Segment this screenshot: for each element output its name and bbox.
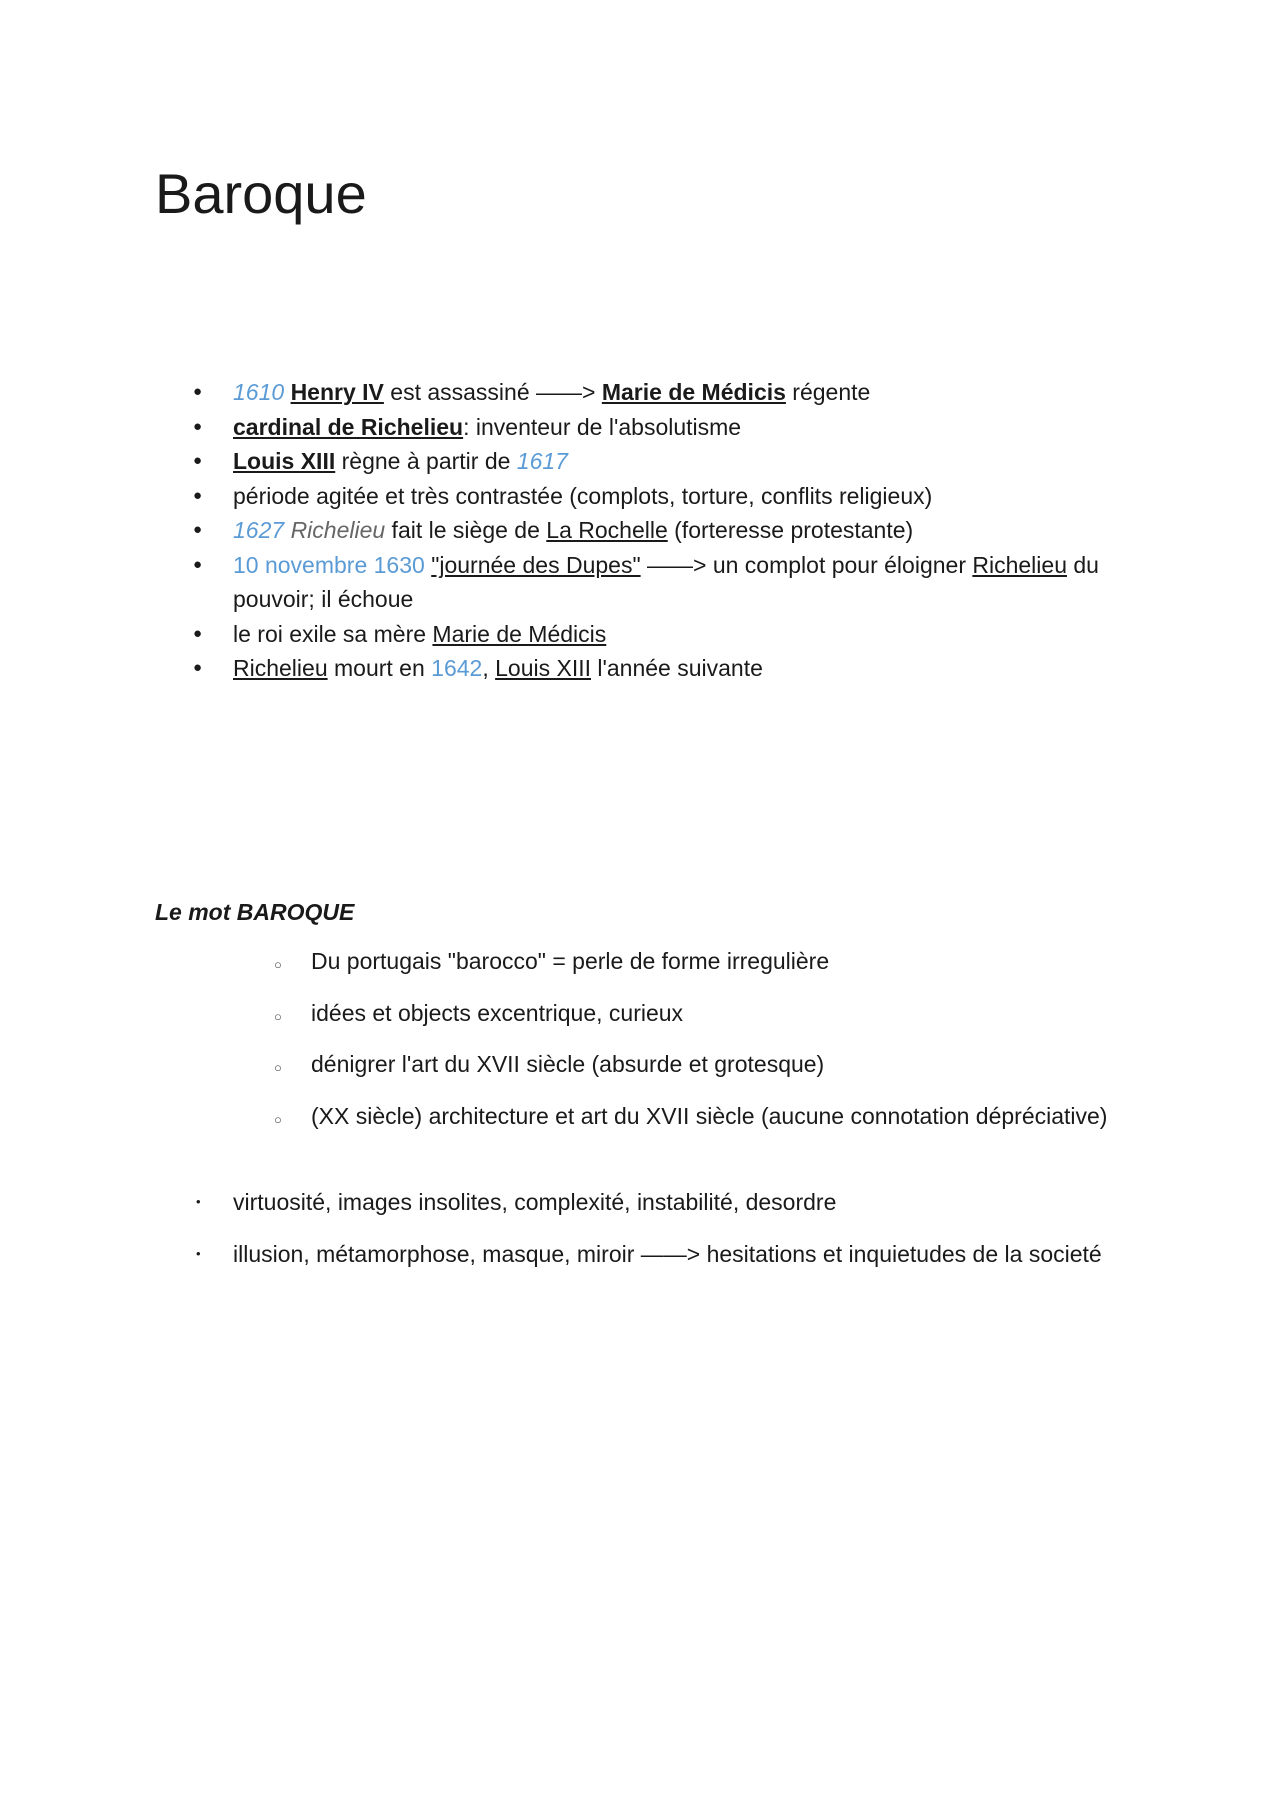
list-item: ● Louis XIII règne à partir de 1617 bbox=[0, 444, 1180, 479]
list-item: ● le roi exile sa mère Marie de Médicis bbox=[0, 617, 1180, 652]
features-list bbox=[0, 1185, 1180, 1288]
bullet-icon: ● bbox=[193, 555, 203, 573]
list-item: ● Richelieu mourt en 1642, Louis XIII l'année suivante bbox=[0, 651, 1180, 686]
bullet-icon: ● bbox=[193, 486, 203, 504]
list-item: ○ idées et objects excentrique, curieux bbox=[0, 996, 1180, 1031]
list-item: • virtuosité, images insolites, complexité, instabilité, desordre bbox=[0, 1185, 1180, 1220]
circle-bullet-icon: ○ bbox=[274, 957, 282, 972]
list-item: • illusion, métamorphose, masque, miroir ——> hesitations et inquietudes de la societé bbox=[0, 1237, 1180, 1272]
list-item: ● 1610 Henry IV est assassiné ——> Marie de Médicis régente bbox=[0, 375, 1180, 410]
list-item: ○ Du portugais "barocco" = perle de forme irregulière bbox=[0, 944, 1180, 979]
bullet-icon: ● bbox=[193, 452, 203, 469]
list-item: ● 10 novembre 1630 "journée des Dupes" ——> un complot pour éloigner Richelieu du pouvoir; il échoue bbox=[0, 548, 1180, 617]
bullet-icon: • bbox=[196, 1245, 201, 1261]
section-title: Le mot BAROQUE bbox=[155, 899, 355, 925]
bullet-icon: • bbox=[196, 1194, 201, 1209]
list-item: ○ (XX siècle) architecture et art du XVII siècle (aucune connotation dépréciative) bbox=[0, 1099, 1180, 1134]
history-list bbox=[0, 375, 1180, 686]
list-item: ● période agitée et très contrastée (complots, torture, conflits religieux) bbox=[0, 479, 1180, 514]
bullet-icon: ● bbox=[193, 417, 203, 435]
list-item: ● 1627 Richelieu fait le siège de La Rochelle (forteresse protestante) bbox=[0, 513, 1180, 548]
circle-bullet-icon: ○ bbox=[274, 1008, 282, 1024]
bullet-icon: ● bbox=[193, 659, 203, 676]
list-item: ● cardinal de Richelieu: inventeur de l'absolutisme bbox=[0, 410, 1180, 445]
page-title: Baroque bbox=[155, 162, 367, 225]
bullet-icon: ● bbox=[193, 521, 203, 538]
list-item: ○ dénigrer l'art du XVII siècle (absurde et grotesque) bbox=[0, 1047, 1180, 1082]
bullet-icon: ● bbox=[193, 383, 203, 400]
circle-bullet-icon: ○ bbox=[274, 1060, 282, 1075]
bullet-icon: ● bbox=[193, 624, 203, 642]
definition-list bbox=[0, 944, 1180, 1150]
circle-bullet-icon: ○ bbox=[274, 1111, 282, 1127]
